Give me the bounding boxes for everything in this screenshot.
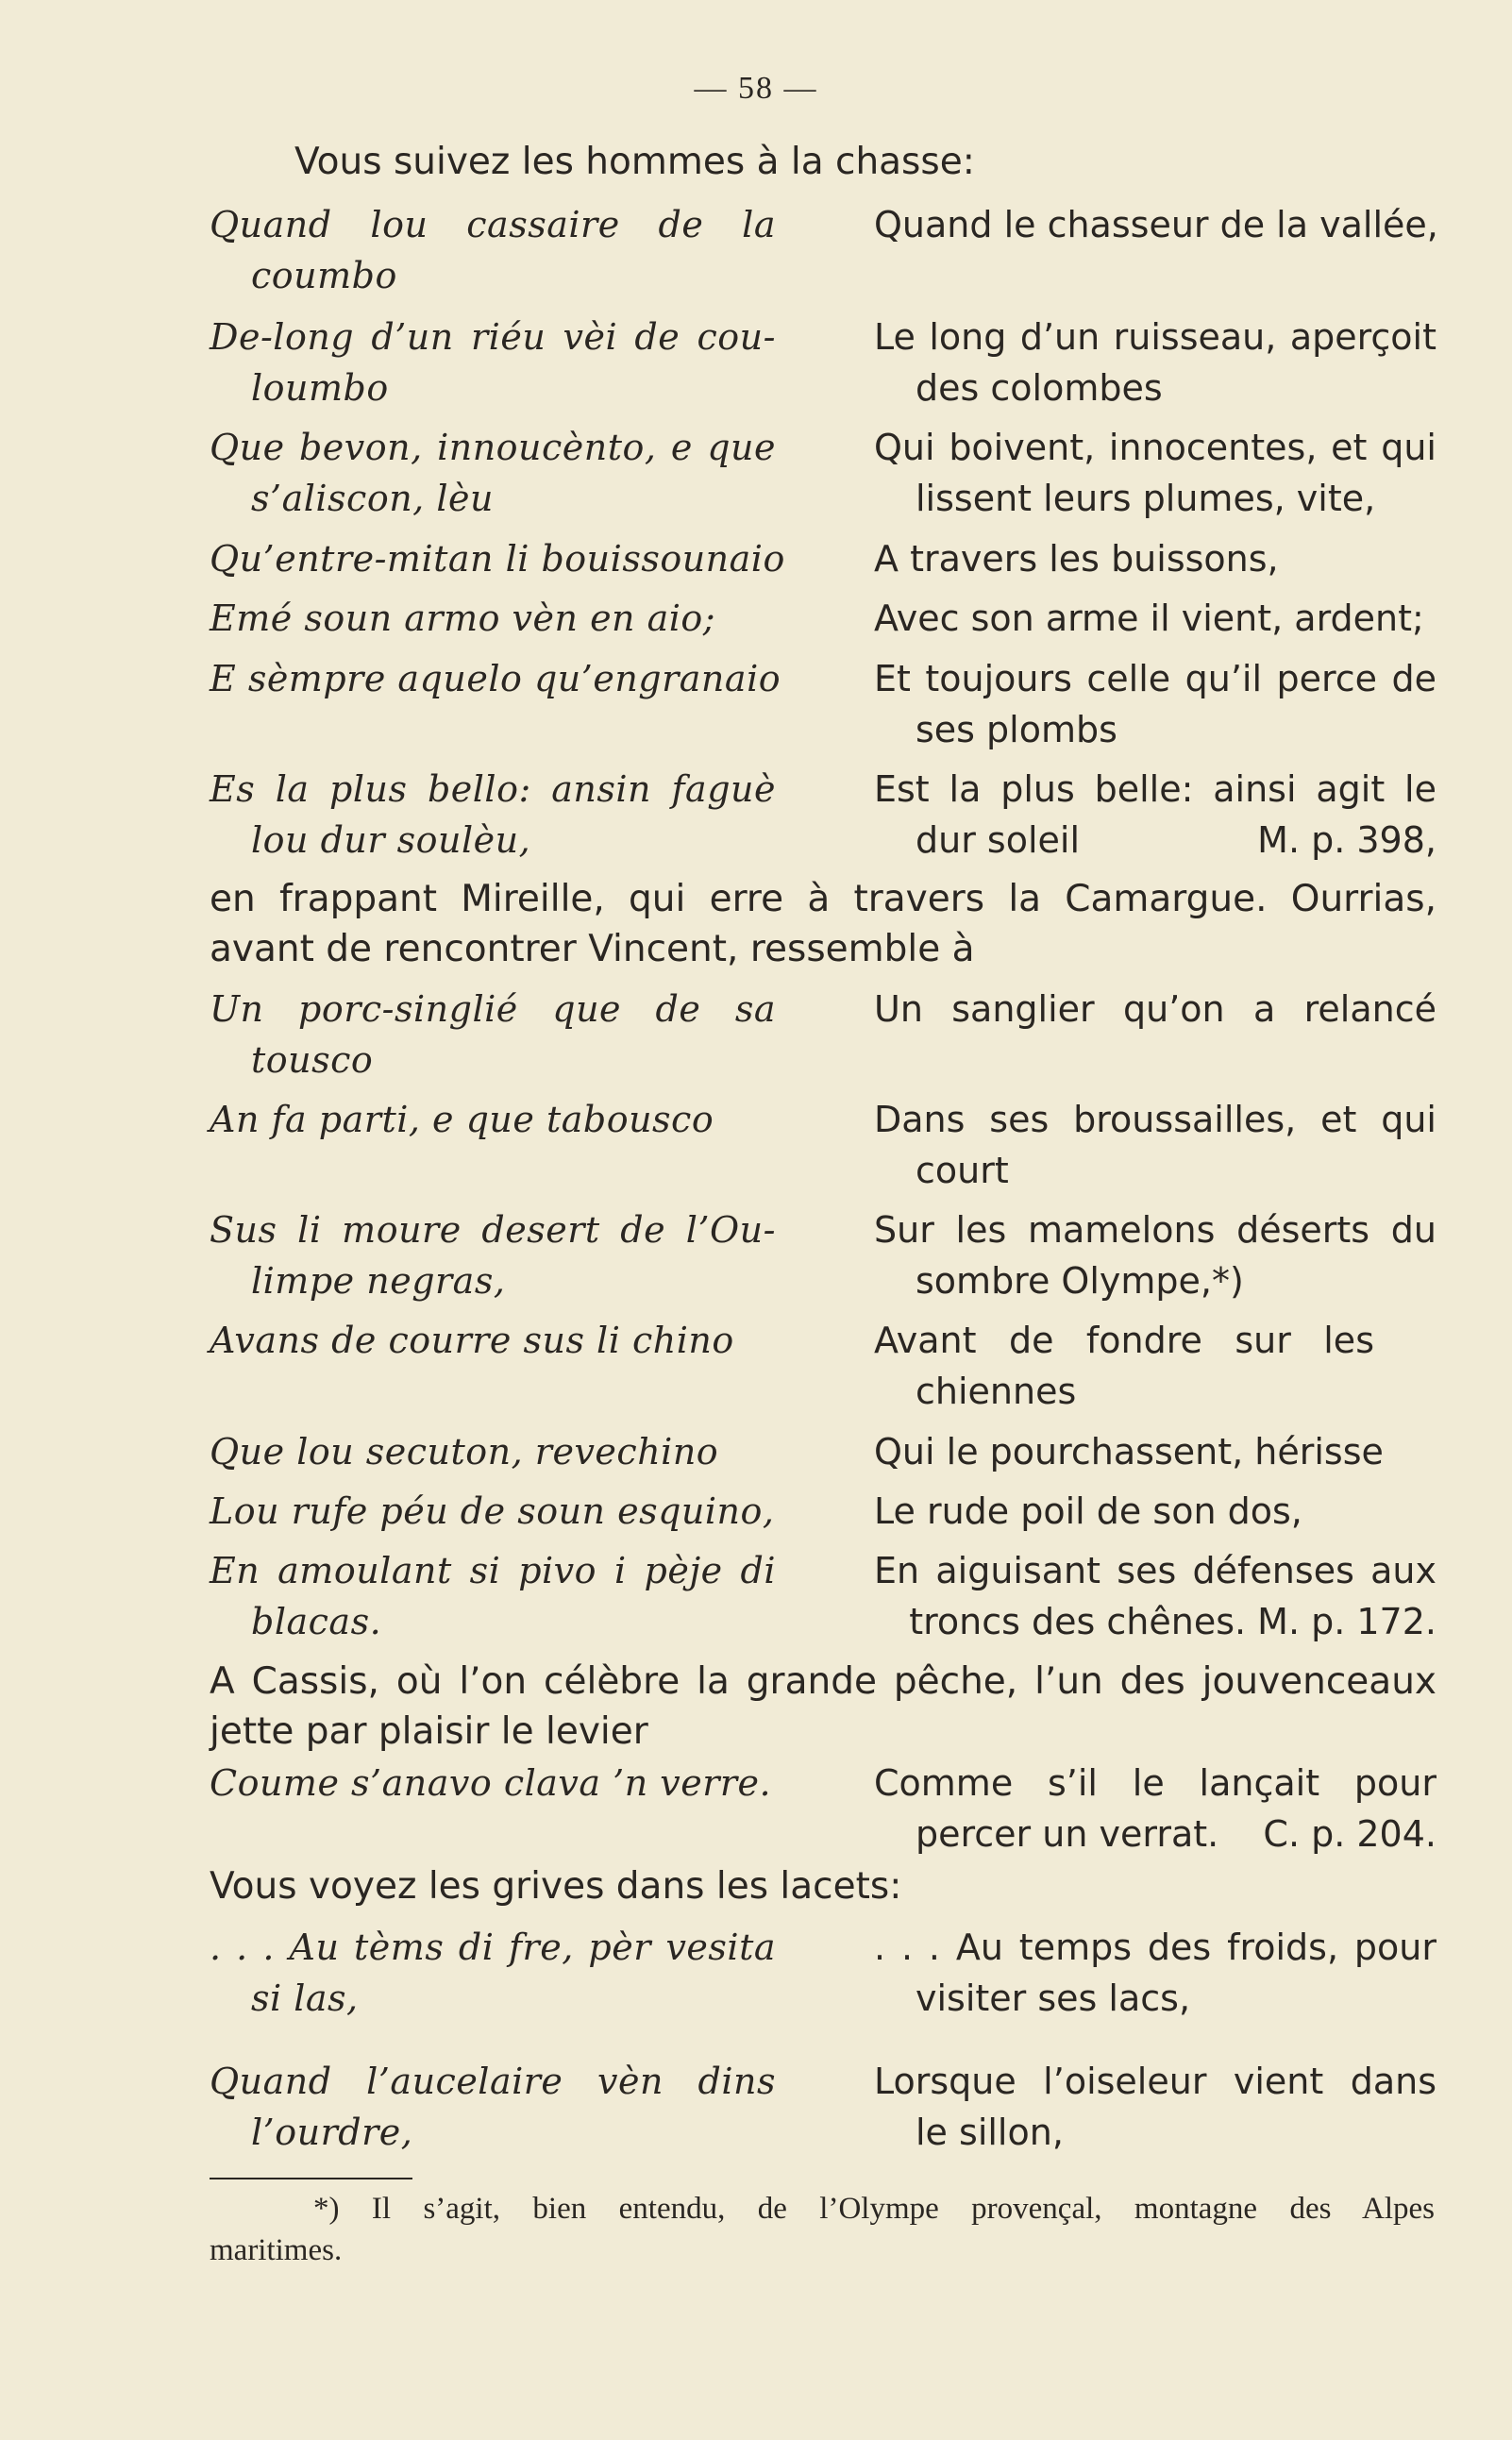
prose-line: avant de rencontrer Vincent, ressemble à (210, 928, 975, 970)
verse-french: Quand le chasseur de la vallée, (874, 204, 1438, 245)
verse-french: Comme s’il le lançait pour percer un verrat. C. p. 204. (874, 1758, 1436, 1859)
verse-occitan: Que bevon, innoucènto, e que s’aliscon, lèu (210, 427, 776, 519)
verse-french: Qui le pourchassent, hérisse (874, 1431, 1384, 1472)
verse-occitan: Lou rufe péu de soun esquino, (210, 1490, 775, 1532)
verse-french: En aiguisant ses défenses aux troncs des chênes. M. p. 172. (874, 1550, 1436, 1642)
page-number: — 58 — (694, 71, 818, 106)
verse-french: Un sanglier qu’on a relancé (874, 988, 1436, 1030)
verse-french: A travers les buissons, (874, 538, 1279, 580)
citation: M. p. 398, (1257, 819, 1436, 861)
verse-occitan: Sus li moure desert de l’Ou- limpe negras, (210, 1209, 776, 1302)
prose-line: A Cassis, où l’on célèbre la grande pêche, l’un des jouvenceaux (210, 1660, 1436, 1703)
verse-occitan: Quand l’aucelaire vèn dins l’ourdre, (210, 2061, 776, 2153)
verse-french: Dans ses broussailles, et qui court (874, 1099, 1436, 1191)
footnote: *) Il s’agit, bien entendu, de l’Olympe provençal, montagne des Alpes maritimes. (210, 2192, 1435, 2267)
prose-line: Vous voyez les grives dans les lacets: (210, 1865, 902, 1908)
verse-occitan: Qu’entre-mitan li bouissounaio (210, 538, 785, 580)
footnote-rule (210, 2178, 412, 2179)
verse-occitan: An fa parti, e que tabousco (210, 1099, 714, 1140)
verse-french: Avant de fondre sur les chiennes (874, 1320, 1374, 1412)
verse-french: Le rude poil de son dos, (874, 1490, 1302, 1532)
verse-occitan: . . . Au tèms di fre, pèr vesita si las, (210, 1927, 776, 2019)
verse-occitan: Coume s’anavo clava ’n verre. (210, 1762, 772, 1804)
verse-french: Est la plus belle: ainsi agit le dur soleil M. p. 398, (874, 764, 1436, 866)
verse-french: Le long d’un ruisseau, aperçoit des colombes (874, 316, 1436, 409)
verse-french: Et toujours celle qu’il perce de ses plombs (874, 658, 1436, 750)
verse-french: Lorsque l’oiseleur vient dans le sillon, (874, 2061, 1436, 2153)
verse-occitan: Quand lou cassaire de la coumbo (210, 204, 776, 296)
citation: C. p. 204. (1263, 1813, 1436, 1855)
verse-french: Qui boivent, innocentes, et qui lissent leurs plumes, vite, (874, 427, 1436, 519)
intro-line: Vous suivez les hommes à la chasse: (294, 141, 975, 183)
verse-french: . . . Au temps des froids, pour visiter ses lacs, (874, 1927, 1436, 2019)
verse-french: Sur les mamelons déserts du sombre Olympe,*) (874, 1209, 1436, 1302)
verse-occitan: En amoulant si pivo i pèje di blacas. (210, 1550, 776, 1642)
verse-occitan: Es la plus bello: ansin faguè lou dur soulèu, (210, 768, 776, 861)
verse-occitan: Emé soun armo vèn en aio; (210, 597, 716, 639)
verse-occitan: Que lou secuton, revechino (210, 1431, 719, 1472)
prose-line: jette par plaisir le levier (210, 1710, 648, 1753)
verse-occitan: Un porc-singlié que de sa tousco (210, 988, 776, 1081)
verse-french: Avec son arme il vient, ardent; (874, 597, 1424, 639)
verse-occitan: Avans de courre sus li chino (210, 1320, 734, 1361)
verse-occitan: De-long d’un riéu vèi de cou- loumbo (210, 316, 776, 409)
prose-line: en frappant Mireille, qui erre à travers la Camargue. Ourrias, (210, 878, 1436, 920)
verse-occitan: E sèmpre aquelo qu’engranaio (210, 658, 781, 699)
